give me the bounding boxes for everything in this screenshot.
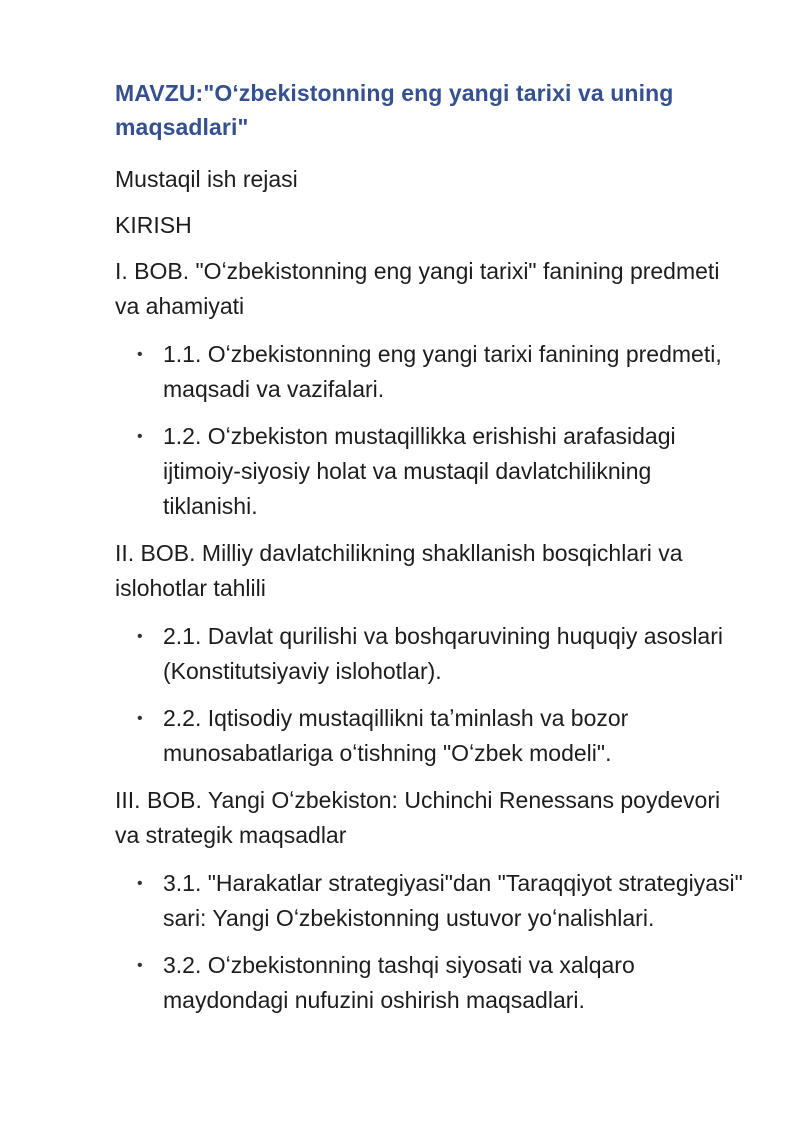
chapter-2 [115,536,750,771]
bullet-icon: • [137,428,143,445]
bullet-icon: • [137,628,143,645]
list-item-text: 2.2. Iqtisodiy mustaqillikni taʼminlash va bozor munosabatlariga oʻtishning "Oʻzbek modeli". [163,705,629,766]
document-page [115,76,750,1030]
bullet-icon: • [137,957,143,974]
bullet-icon: • [137,710,143,727]
list-item [115,419,750,524]
chapter-heading: I. BOB. "Oʻzbekistonning eng yangi tarixi" fanining predmeti va ahamiyati [115,258,720,319]
section-list [115,337,750,524]
list-item [115,948,750,1018]
list-item [115,619,750,689]
bullet-icon: • [137,346,143,363]
list-item-text: 1.2. Oʻzbekiston mustaqillikka erishishi arafasidagi ijtimoiy-siyosiy holat va mustaqil davlatchilikning tiklanishi. [163,423,676,519]
chapter-1 [115,254,750,524]
list-item-text: 3.1. "Harakatlar strategiyasi"dan "Taraqqiyot strategiyasi" sari: Yangi Oʻzbekistonning ustuvor yoʻnalishlari. [163,870,743,931]
chapter-heading: II. BOB. Milliy davlatchilikning shakllanish bosqichlari va islohotlar tahlili [115,540,683,601]
plan-heading: Mustaqil ish rejasi [115,166,298,192]
list-item-text: 3.2. Oʻzbekistonning tashqi siyosati va xalqaro maydondagi nufuzini oshirish maqsadlari. [163,952,635,1013]
section-list [115,619,750,771]
bullet-icon: • [137,875,143,892]
section-list [115,866,750,1018]
list-item [115,866,750,936]
document-title: MAVZU:"Oʻzbekistonning eng yangi tarixi va uning maqsadlari" [115,80,674,140]
list-item-text: 1.1. Oʻzbekistonning eng yangi tarixi fanining predmeti, maqsadi va vazifalari. [163,341,722,402]
chapter-heading: III. BOB. Yangi Oʻzbekiston: Uchinchi Renessans poydevori va strategik maqsadlar [115,787,721,848]
list-item [115,337,750,407]
intro-heading: KIRISH [115,212,192,238]
list-item [115,701,750,771]
chapter-3 [115,783,750,1018]
list-item-text: 2.1. Davlat qurilishi va boshqaruvining huquqiy asoslari (Konstitutsiyaviy islohotlar). [163,623,723,684]
